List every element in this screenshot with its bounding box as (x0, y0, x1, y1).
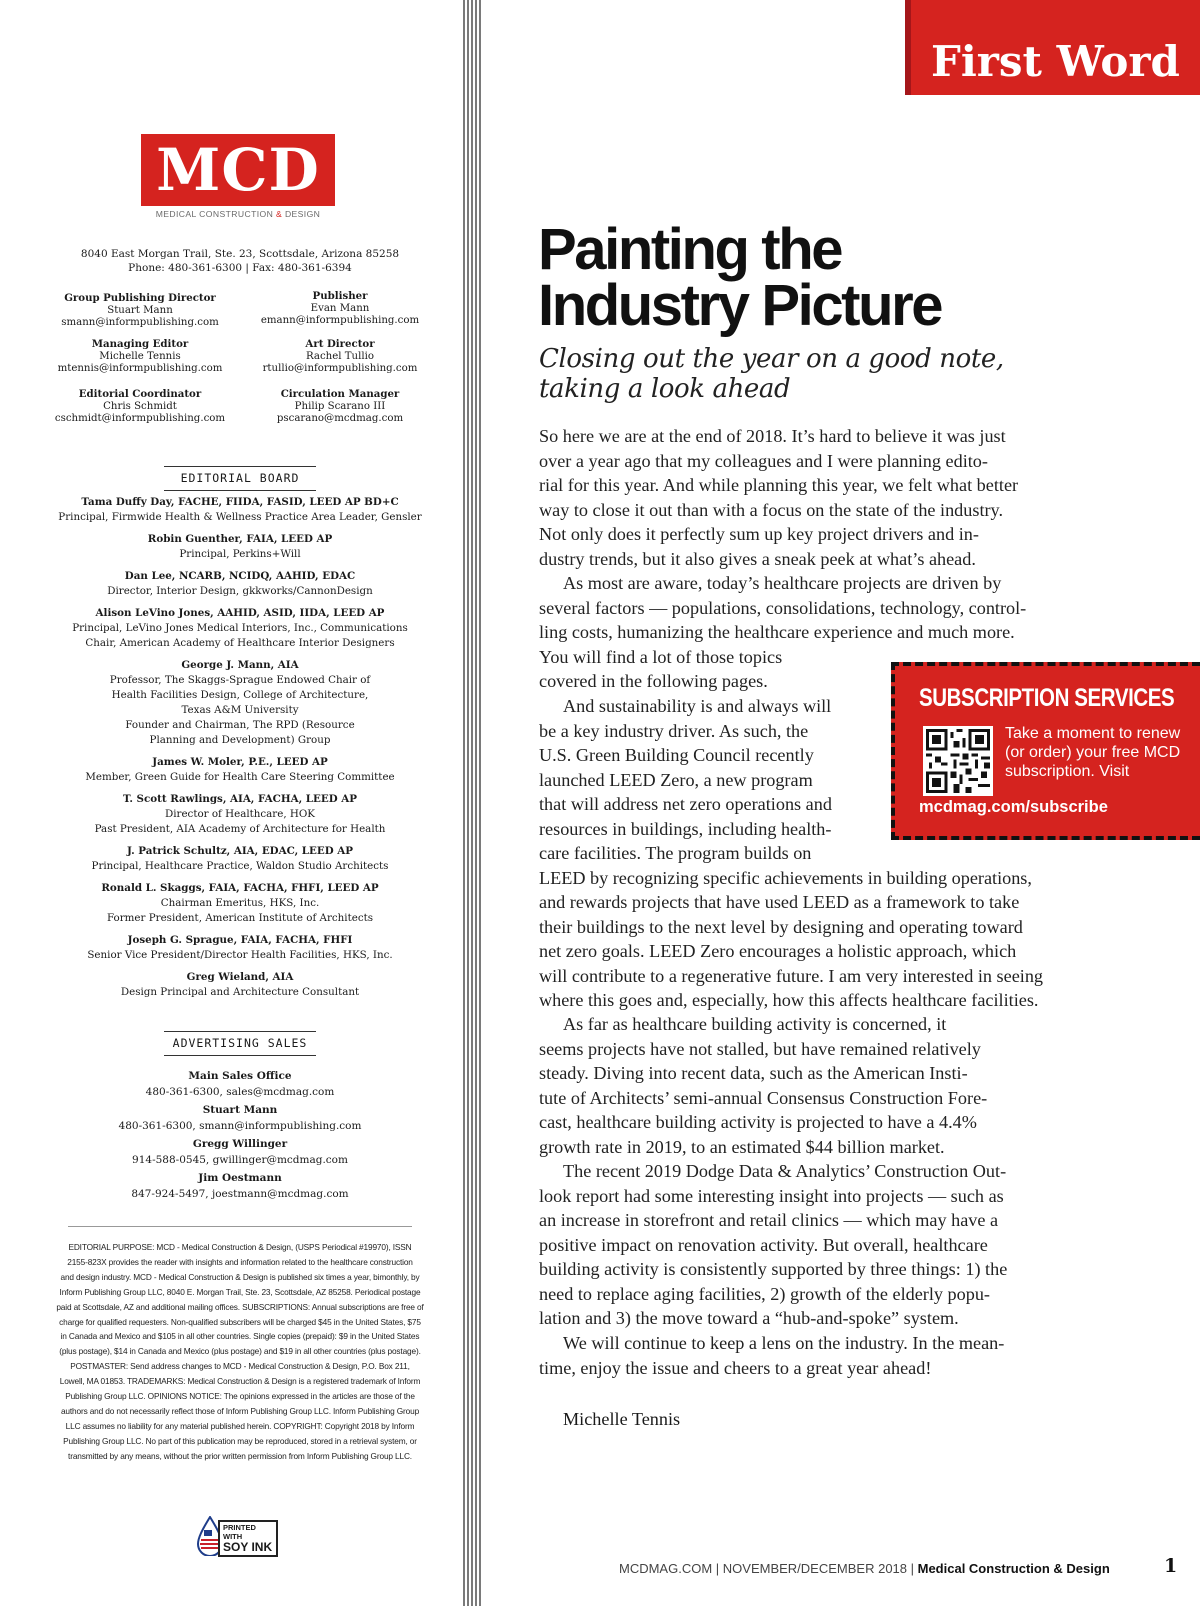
article-line: rial for this year. And while planning this year, we felt what better (539, 475, 1019, 495)
soy-ink-badge (188, 1516, 284, 1558)
fine-print-line: Lowell, MA 01853. TRADEMARKS: Medical Construction & Design is a registered trademark of Inform (59, 1376, 421, 1387)
article-headline (538, 217, 1158, 338)
board-member-name: Dan Lee, NCARB, NCIDQ, AAHID, EDAC (124, 570, 356, 582)
article-line: LEED by recognizing specific achievements in building operations, (539, 867, 1032, 888)
staff-role: Managing Editor (91, 338, 189, 350)
article-paragraph (539, 1012, 1099, 1159)
board-member-title: Professor, The Skaggs-Sprague Endowed Chair of (109, 674, 371, 686)
staff-name: Philip Scarano III (294, 400, 386, 412)
fine-print-line: (plus postage), $14 in Canada and Mexico (plus postage) and $19 in all other countries (plus postage). (59, 1346, 421, 1357)
subscription-body: Take a moment to renew (or order) your free MCD subscription. Visit (1005, 725, 1181, 780)
article-line: As far as healthcare building activity is concerned, it (563, 1014, 947, 1034)
board-member-title: Principal, Healthcare Practice, Waldon Studio Architects (91, 860, 389, 872)
advertising-sales-heading: ADVERTISING SALES (164, 1031, 316, 1056)
board-member-name: Joseph G. Sprague, FAIA, FACHA, FHFI (127, 934, 353, 946)
article-line: growth rate in 2019, to an estimated $44 billion market. (539, 1136, 945, 1157)
column-divider (463, 0, 481, 1606)
article-paragraph (539, 1331, 1099, 1380)
board-member-name: J. Patrick Schultz, AIA, EDAC, LEED AP (127, 845, 353, 857)
board-member (40, 606, 440, 651)
staff-group-publishing-director (40, 292, 240, 330)
page-footer: MCDMAG.COM | NOVEMBER/DECEMBER 2018 | Medical Construction & Design 1 (619, 1555, 1178, 1577)
soy-line1: PRINTED WITH (223, 1523, 256, 1541)
article-line: where this goes and, especially, how this affects healthcare facilities. (539, 990, 1039, 1010)
board-member (40, 658, 440, 748)
staff-circulation-manager (240, 388, 440, 426)
sales-contact-name: Jim Oestmann (198, 1172, 282, 1184)
section-label: First Word (931, 37, 1180, 86)
article-line: We will continue to keep a lens on the industry. In the mean- (563, 1333, 1005, 1353)
fine-print-line: in Canada and Mexico and $105 in all other countries. Single copies (prepaid): $9 in the United States (60, 1331, 420, 1342)
article-line: need to replace aging facilities, 2) growth of the elderly popu- (539, 1283, 990, 1304)
staff-art-director (240, 338, 440, 376)
fine-print-line: authors and do not necessarily reflect those of Inform Publishing Group LLC. Inform Publishing Group (60, 1405, 420, 1416)
logo-tagline: MEDICAL CONSTRUCTION & DESIGN (155, 209, 321, 219)
article-line: launched LEED Zero, a new program (539, 769, 813, 790)
article-line: way to close it out than with a focus on the state of the industry. (539, 499, 1004, 520)
board-member-title: Design Principal and Architecture Consultant (120, 986, 360, 998)
soy-ink-label (218, 1520, 278, 1557)
page-number: 1 (1164, 1555, 1178, 1577)
board-member-name: Robin Guenther, FAIA, LEED AP (147, 533, 333, 545)
board-member-title: Founder and Chairman, The RPD (Resource (125, 719, 355, 731)
article-line: positive impact on renovation activity. But overall, healthcare (539, 1234, 988, 1255)
editorial-purpose-fine-print (54, 1240, 426, 1464)
article-line: lation and 3) the move toward a “hub-and-spoke” system. (539, 1308, 959, 1328)
board-member-title: Director of Healthcare, HOK (164, 808, 315, 820)
article-line: care facilities. The program builds on (539, 843, 812, 863)
board-member-title: Former President, American Institute of Architects (106, 912, 374, 924)
board-member (40, 532, 440, 562)
staff-role: Group Publishing Director (64, 292, 216, 304)
deck-line-1: Closing out the year on a good note, (539, 344, 1004, 374)
article-line: resources in buildings, including health- (539, 818, 832, 839)
article-line: And sustainability is and always will (563, 696, 832, 716)
article-paragraph (539, 424, 1099, 571)
board-member-title: Principal, Firmwide Health & Wellness Practice Area Leader, Gensler (58, 511, 422, 523)
article-paragraph (539, 1159, 1099, 1331)
footer-issue: NOVEMBER/DECEMBER 2018 (722, 1561, 908, 1576)
board-member (40, 844, 440, 874)
board-member (40, 970, 440, 1000)
staff-managing-editor (40, 338, 240, 376)
staff-name: Michelle Tennis (99, 350, 181, 362)
staff-name: Rachel Tullio (305, 350, 375, 362)
article-line: You will find a lot of those topics (539, 646, 783, 667)
fine-print-line: charge for qualified requesters. Non-qualified subscribers will be charged $45 in the United States, $75 (59, 1316, 421, 1327)
deck-line-2: taking a look ahead (539, 374, 791, 404)
article-line: be a key industry driver. As such, the (539, 720, 809, 741)
fine-print-rule (68, 1226, 412, 1227)
board-member-title: Director, Interior Design, gkkworks/CannonDesign (107, 585, 373, 597)
article-line: building activity is consistently supported by three things: 1) the (539, 1259, 1008, 1279)
board-member-title: Past President, AIA Academy of Architecture for Health (94, 823, 386, 835)
article-line: and rewards projects that have used LEED as a framework to take (539, 892, 1020, 912)
staff-editorial-coordinator (40, 388, 240, 426)
article-line: steady. Diving into recent data, such as the American Insti- (539, 1063, 968, 1083)
fine-print-line: Publishing Group LLC. No part of this publication may be reproduced, stored in a retrieval system, or (63, 1435, 417, 1446)
board-member-title: Principal, Perkins+Will (179, 548, 301, 560)
staff-email[interactable]: cschmidt@informpublishing.com (54, 413, 226, 424)
board-member (40, 495, 440, 525)
staff-email[interactable]: smann@informpublishing.com (61, 317, 219, 328)
staff-role: Editorial Coordinator (78, 388, 202, 400)
fine-print-line: Inform Publishing Group LLC, 8040 E. Morgan Trail, Ste. 23, Scottsdale, AZ 85258. Periodical postage (59, 1286, 421, 1297)
staff-role: Art Director (305, 338, 375, 350)
board-member (40, 792, 440, 837)
fine-print-line: and design industry. MCD - Medical Construction & Design is published six times a year, bimonthly, by (60, 1271, 420, 1282)
board-member-name: Greg Wieland, AIA (186, 971, 294, 983)
author-signature: Michelle Tennis (563, 1409, 681, 1429)
staff-email[interactable]: pscarano@mcdmag.com (276, 413, 404, 424)
headline-line-2: Industry Picture (538, 273, 942, 338)
board-member-name: Tama Duffy Day, FACHE, FIIDA, FASID, LEED AP BD+C (81, 496, 399, 508)
board-member (40, 881, 440, 926)
article-line: As most are aware, today’s healthcare projects are driven by (563, 573, 1002, 593)
fine-print-line: LLC assumes no liability for any material published herein. COPYRIGHT: Copyright 2018 by Inform (65, 1420, 415, 1431)
sales-contact-detail: 480-361-6300, smann@informpublishing.com (118, 1119, 362, 1132)
article-line: The recent 2019 Dodge Data & Analytics’ Construction Out- (563, 1161, 1007, 1181)
board-member-title: Chairman Emeritus, HKS, Inc. (160, 897, 320, 909)
article-deck (539, 344, 1159, 404)
editorial-board-heading: EDITORIAL BOARD (164, 466, 316, 491)
board-member (40, 933, 440, 963)
staff-email[interactable]: mtennis@informpublishing.com (57, 363, 223, 374)
sales-contact-name: Main Sales Office (188, 1070, 292, 1082)
fine-print-line: transmitted by any means, without the prior written permission from Inform Publishing Group LLC. (68, 1450, 412, 1461)
board-member-name: George J. Mann, AIA (181, 659, 299, 671)
editorial-board-list (40, 495, 440, 1007)
article-line: look report had some interesting insight into projects — such as (539, 1185, 1004, 1206)
article-line: an increase in storefront and retail clinics — which may have a (539, 1210, 999, 1230)
sales-contact-name: Stuart Mann (202, 1104, 278, 1116)
article-line: ling costs, humanizing the healthcare experience and much more. (539, 622, 1015, 642)
article-line: tute of Architects’ semi-annual Consensus Construction Fore- (539, 1087, 988, 1108)
staff-name: Stuart Mann (107, 304, 173, 316)
article-line: time, enjoy the issue and cheers to a great year ahead! (539, 1357, 932, 1378)
article-line: dustry trends, but it also gives a sneak peek at what’s ahead. (539, 548, 976, 569)
masthead-column (40, 0, 440, 1606)
article-line: cast, healthcare building activity is projected to have a 4.4% (539, 1112, 977, 1132)
article-line: covered in the following pages. (539, 671, 768, 691)
board-member-name: James W. Moler, P.E., LEED AP (152, 756, 328, 768)
board-member-name: T. Scott Rawlings, AIA, FACHA, LEED AP (123, 793, 357, 805)
staff-email[interactable]: rtullio@informpublishing.com (262, 363, 418, 374)
article-line: several factors — populations, consolidations, technology, control- (539, 597, 1027, 618)
board-member-name: Alison LeVino Jones, AAHID, ASID, IIDA, LEED AP (95, 607, 385, 619)
subscription-services-box[interactable] (891, 662, 1200, 840)
sales-contact-name: Gregg Willinger (192, 1138, 288, 1150)
subscription-title: SUBSCRIPTION SERVICES (919, 684, 1175, 712)
article-line: seems projects have not stalled, but have remained relatively (539, 1038, 981, 1059)
article-line: their buildings to the next level by designing and operating toward (539, 916, 1023, 937)
board-member-name: Ronald L. Skaggs, FAIA, FACHA, FHFI, LEED AP (101, 882, 379, 894)
sales-contact-detail: 914-588-0545, gwillinger@mcdmag.com (132, 1153, 348, 1166)
mcd-logo: MCD (141, 134, 335, 206)
board-member (40, 755, 440, 785)
board-member-title: Chair, American Academy of Healthcare Interior Designers (85, 637, 395, 649)
fine-print-line: Publishing Group LLC. OPINIONS NOTICE: The opinions expressed in the articles are those of the (65, 1391, 415, 1402)
board-member-title: Senior Vice President/Director Health Facilities, HKS, Inc. (87, 949, 393, 961)
headline-line-1: Painting the (538, 217, 842, 282)
staff-email[interactable]: emann@informpublishing.com (260, 315, 420, 326)
fine-print-line: EDITORIAL PURPOSE: MCD - Medical Construction & Design, (USPS Periodical #19970), ISSN (68, 1242, 412, 1252)
staff-role: Publisher (312, 290, 368, 302)
fine-print-line: POSTMASTER: Send address changes to MCD - Medical Construction & Design, P.O. Box 211, (70, 1361, 410, 1372)
footer-site[interactable]: MCDMAG.COM (619, 1561, 713, 1576)
fine-print-line: paid at Scottsdale, AZ and additional mailing offices. SUBSCRIPTIONS: Annual subscriptions are free of (56, 1301, 424, 1312)
article-line: net zero goals. LEED Zero encourages a holistic approach, which (539, 941, 1017, 961)
board-member-title: Principal, LeVino Jones Medical Interiors, Inc., Communications (72, 622, 408, 634)
board-member-title: Member, Green Guide for Health Care Steering Committee (85, 771, 395, 783)
advertising-sales-list (40, 1066, 440, 1202)
article-line: U.S. Green Building Council recently (539, 745, 814, 765)
subscribe-link[interactable]: mcdmag.com/subscribe (919, 798, 1108, 816)
qr-code-icon[interactable] (923, 726, 993, 796)
fine-print-line: 2155-823X provides the reader with insights and information related to the healthcare construction (67, 1256, 413, 1267)
footer-publication: Medical Construction & Design (917, 1561, 1110, 1576)
sales-contact-detail: 480-361-6300, sales@mcdmag.com (145, 1085, 335, 1098)
publisher-address (40, 247, 440, 275)
article-line: over a year ago that my colleagues and I were planning edito- (539, 450, 988, 471)
phone-line: Phone: 480-361-6300 | Fax: 480-361-6394 (128, 262, 352, 274)
article-line: Not only does it perfectly sum up key project drivers and in- (539, 524, 979, 544)
board-member-title: Health Facilities Design, College of Architecture, (111, 689, 369, 701)
board-member-title: Texas A&M University (181, 704, 299, 716)
soy-line2: SOY INK (223, 1540, 273, 1554)
board-member-title: Planning and Development) Group (149, 734, 331, 746)
staff-name: Chris Schmidt (103, 400, 177, 412)
article-line: that will address net zero operations and (539, 794, 832, 814)
address-line: 8040 East Morgan Trail, Ste. 23, Scottsdale, Arizona 85258 (80, 248, 400, 260)
staff-publisher (240, 290, 440, 328)
staff-role: Circulation Manager (280, 388, 400, 400)
section-tab (905, 0, 1200, 95)
staff-name: Evan Mann (310, 302, 370, 314)
article-line: will contribute to a regenerative future. I am very interested in seeing (539, 965, 1044, 986)
board-member (40, 569, 440, 599)
article-line: So here we are at the end of 2018. It’s hard to believe it was just (539, 426, 1006, 446)
sales-contact-detail: 847-924-5497, joestmann@mcdmag.com (131, 1187, 349, 1200)
